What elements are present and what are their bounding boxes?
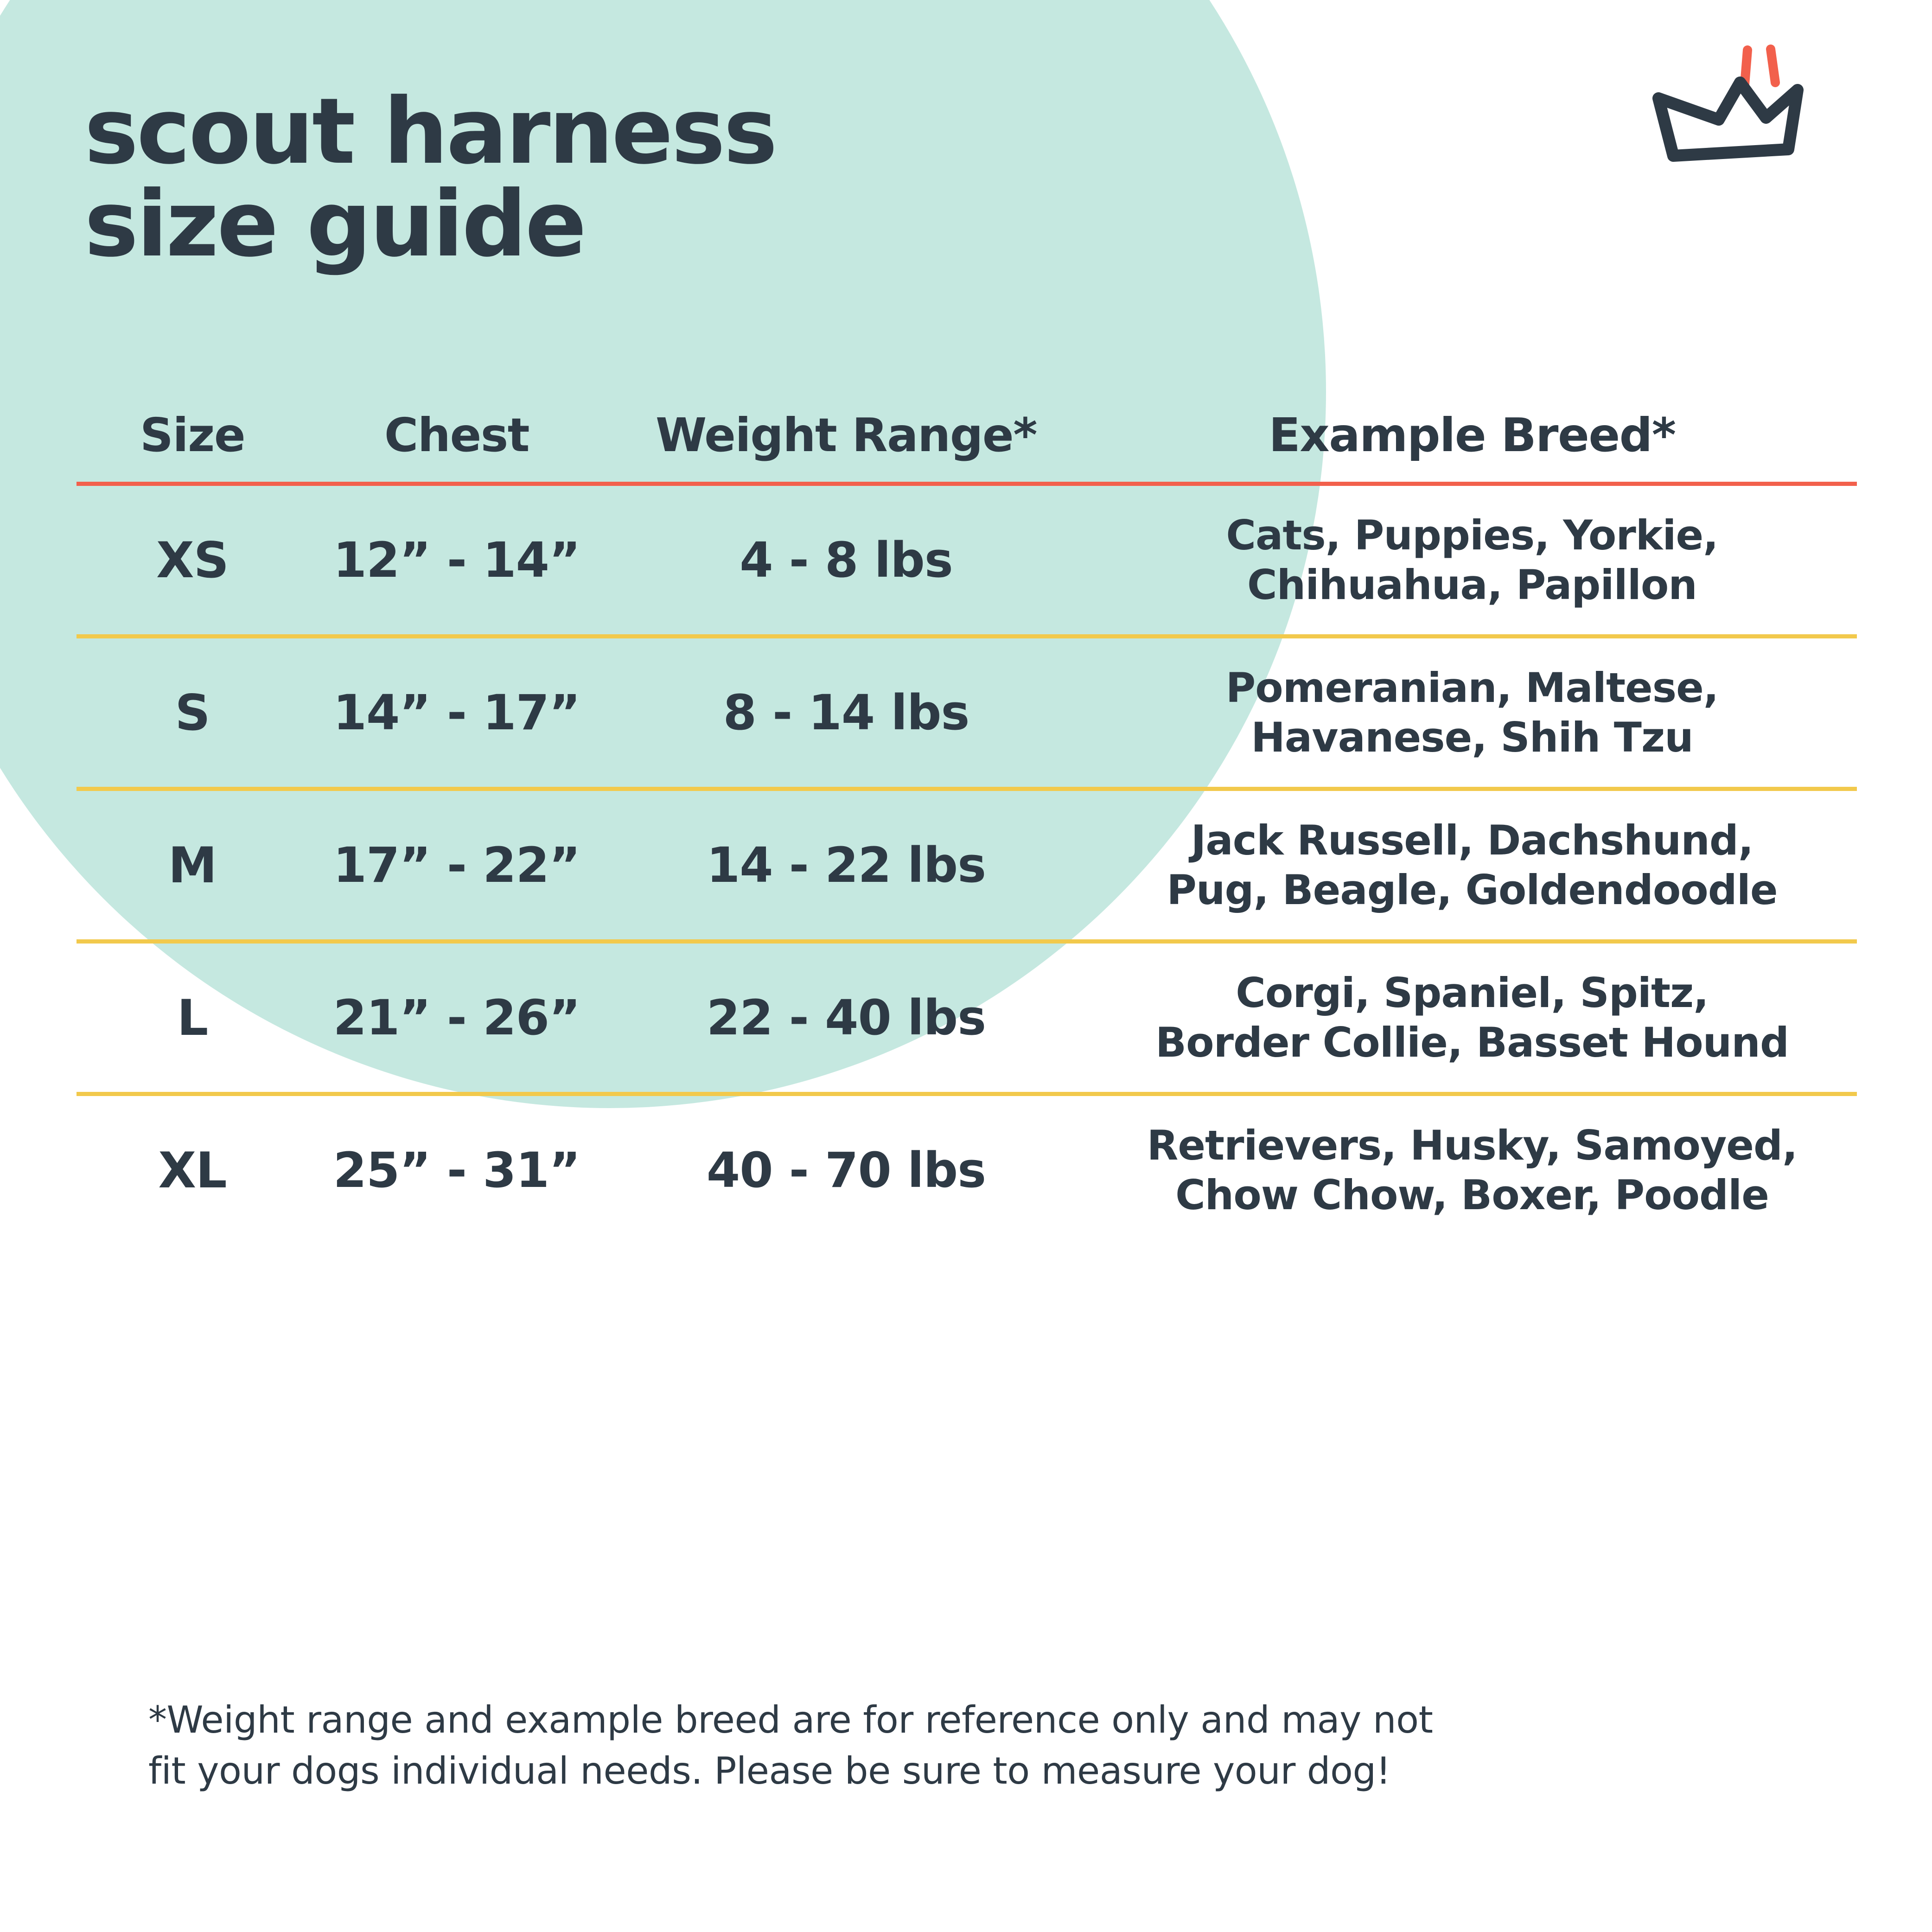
cell-weight: 22 - 40 lbs <box>706 989 986 1046</box>
table-row <box>77 791 1857 939</box>
page-title <box>84 79 1197 277</box>
crown-logo <box>1649 42 1807 190</box>
size-table <box>77 408 1857 1244</box>
cell-breed-line-2: Havanese, Shih Tzu <box>1251 714 1693 761</box>
table-row <box>77 638 1857 787</box>
cell-breed-line-1: Pomeranian, Maltese, <box>1225 663 1719 712</box>
cell-breed-line-2: Pug, Beagle, Goldendoodle <box>1167 866 1778 914</box>
cell-size: XS <box>156 531 229 589</box>
cell-breed <box>1087 968 1857 1068</box>
crown-accent-marks <box>1745 49 1775 84</box>
cell-size: M <box>168 836 217 894</box>
cell-weight: 40 - 70 lbs <box>706 1142 986 1199</box>
title-line-2: size guide <box>84 171 585 277</box>
cell-breed <box>1087 816 1857 915</box>
column-header-breed: Example Breed* <box>1269 408 1676 462</box>
footnote-line-2: fit your dogs individual needs. Please be sure to measure your dog! <box>148 1749 1391 1793</box>
cell-breed-line-2: Chow Chow, Boxer, Poodle <box>1175 1171 1769 1219</box>
table-header-row <box>77 408 1857 482</box>
column-header-weight: Weight Range* <box>655 408 1037 462</box>
footnote-line-1: *Weight range and example breed are for reference only and may not <box>148 1698 1433 1741</box>
cell-breed-line-1: Cats, Puppies, Yorkie, <box>1226 511 1718 559</box>
column-header-size: Size <box>140 408 245 462</box>
cell-weight: 8 - 14 lbs <box>723 684 969 741</box>
cell-size: S <box>175 684 210 741</box>
title-line-1: scout harness <box>84 79 776 185</box>
table-row <box>77 486 1857 634</box>
cell-breed-line-1: Jack Russell, Dachshund, <box>1191 816 1753 864</box>
cell-breed-line-2: Chihuahua, Papillon <box>1247 561 1697 609</box>
row-divider <box>77 787 1857 791</box>
row-divider <box>77 1092 1857 1096</box>
cell-chest: 12” - 14” <box>333 532 580 588</box>
row-divider <box>77 634 1857 638</box>
footnote <box>148 1695 1771 1797</box>
cell-breed <box>1087 510 1857 610</box>
cell-size: L <box>177 989 208 1046</box>
cell-size: XL <box>158 1141 227 1199</box>
cell-breed <box>1087 663 1857 763</box>
cell-chest: 21” - 26” <box>333 989 580 1046</box>
table-row <box>77 944 1857 1092</box>
header-divider <box>77 482 1857 486</box>
cell-breed-line-1: Corgi, Spaniel, Spitz, <box>1236 969 1709 1017</box>
column-header-chest: Chest <box>384 408 529 462</box>
row-divider <box>77 939 1857 944</box>
table-row <box>77 1096 1857 1244</box>
cell-chest: 25” - 31” <box>333 1142 580 1199</box>
cell-chest: 17” - 22” <box>333 837 580 893</box>
cell-breed <box>1087 1121 1857 1220</box>
cell-breed-line-1: Retrievers, Husky, Samoyed, <box>1147 1121 1798 1169</box>
crown-shape <box>1658 83 1798 156</box>
cell-weight: 14 - 22 lbs <box>706 837 986 893</box>
cell-breed-line-2: Border Collie, Basset Hound <box>1155 1019 1789 1066</box>
cell-weight: 4 - 8 lbs <box>740 532 953 588</box>
cell-chest: 14” - 17” <box>333 684 580 741</box>
